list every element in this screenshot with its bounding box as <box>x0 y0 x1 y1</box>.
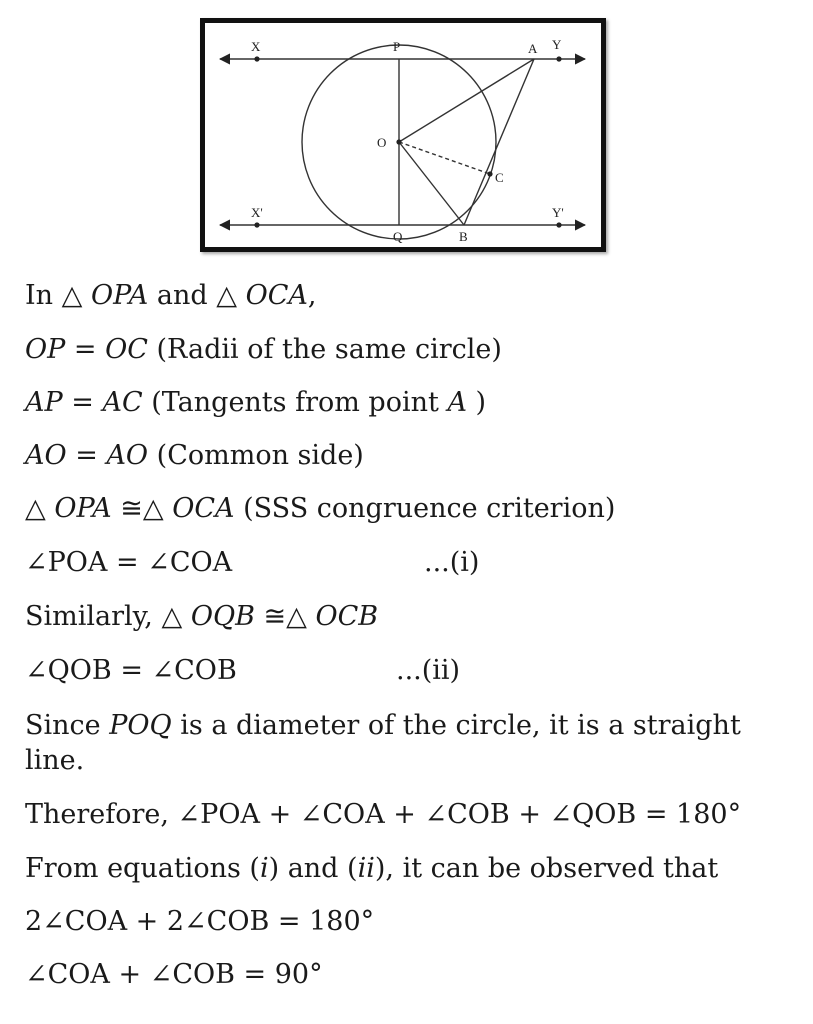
math: OCA <box>172 493 235 524</box>
math: OPA <box>54 493 112 524</box>
point-c <box>487 171 492 176</box>
text: ), it can be observed that <box>374 853 719 884</box>
text: = <box>62 387 103 418</box>
proof-line-12 <box>25 852 718 886</box>
segment-oc-dashed <box>399 142 490 174</box>
math: OCA <box>245 280 308 311</box>
point-y <box>556 56 561 61</box>
proof-line-2 <box>25 333 502 367</box>
text: Similarly, △ <box>25 601 191 632</box>
text: △ <box>25 493 55 524</box>
text: (Tangents from point <box>142 387 448 418</box>
proof-line-10: line. <box>25 745 85 776</box>
text: (Common side) <box>148 440 364 471</box>
proof-line-1 <box>25 279 317 313</box>
tangent-ab <box>464 59 534 225</box>
text: and △ <box>148 280 246 311</box>
point-x <box>254 56 259 61</box>
math: AP <box>25 387 63 418</box>
label-o: O <box>377 135 387 150</box>
text: is a diameter of the circle, it is a straight <box>171 710 741 741</box>
proof-line-8 <box>25 654 237 688</box>
equation-ref-i: ...(i) <box>424 547 480 578</box>
label-a: A <box>528 41 538 56</box>
math: OQB <box>190 601 255 632</box>
label-x: X <box>251 39 261 54</box>
point-y2 <box>556 222 561 227</box>
math: A <box>447 387 467 418</box>
segment-ob <box>399 142 464 225</box>
math: AC <box>102 387 143 418</box>
math: OC <box>105 334 148 365</box>
math: OP <box>25 334 66 365</box>
proof-line-13: 2∠COA + 2∠COB = 180° <box>25 906 375 937</box>
text: In △ <box>25 280 91 311</box>
point-x2 <box>254 222 259 227</box>
label-c: C <box>495 170 504 185</box>
text: From equations ( <box>25 853 260 884</box>
text: Since <box>25 710 110 741</box>
label-x2: X' <box>251 205 263 220</box>
text: = <box>65 334 106 365</box>
text: , <box>307 280 317 311</box>
text: ≅△ <box>111 493 173 524</box>
text: (SSS congruence criterion) <box>234 493 616 524</box>
geometry-figure <box>200 18 606 252</box>
math: POQ <box>109 710 172 741</box>
proof-line-4 <box>25 439 364 473</box>
text: ) and ( <box>268 853 358 884</box>
proof-line-11: Therefore, ∠POA + ∠COA + ∠COB + ∠QOB = 180° <box>25 799 742 830</box>
proof-line-14: ∠COA + ∠COB = 90° <box>25 959 323 990</box>
math: OCB <box>315 601 379 632</box>
label-p: P <box>393 39 401 54</box>
text: ) <box>466 387 487 418</box>
point-o <box>396 139 401 144</box>
label-y: Y <box>552 37 562 52</box>
math: i <box>259 853 269 884</box>
math: OPA <box>90 280 149 311</box>
proof-line-5 <box>25 492 615 526</box>
equation-ref-ii: ...(ii) <box>396 655 461 686</box>
tangent-circle-diagram <box>205 23 601 247</box>
proof-line-6 <box>25 546 232 580</box>
proof-line-9 <box>25 709 741 743</box>
text: ≅△ <box>254 601 316 632</box>
math: AO <box>106 440 149 471</box>
equation: ∠POA = ∠COA <box>25 547 233 578</box>
text: (Radii of the same circle) <box>147 334 502 365</box>
math: ii <box>357 853 375 884</box>
text: = <box>66 440 107 471</box>
label-b: B <box>459 229 468 244</box>
label-y2: Y' <box>552 205 564 220</box>
proof-line-3 <box>25 386 486 420</box>
label-q: Q <box>393 229 403 244</box>
math: AO <box>25 440 67 471</box>
proof-line-7 <box>25 600 378 634</box>
equation: ∠QOB = ∠COB <box>25 655 237 686</box>
